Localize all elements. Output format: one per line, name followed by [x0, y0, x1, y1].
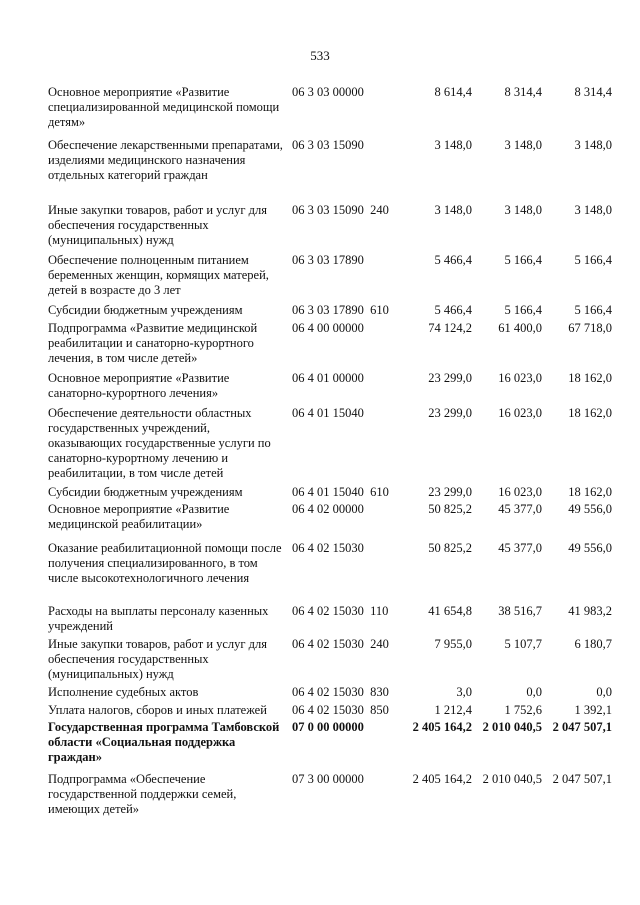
row-value-3: 49 556,0 — [568, 541, 612, 555]
row-code: 06 4 00 00000 — [292, 321, 364, 335]
row-value-1: 3,0 — [456, 685, 472, 699]
row-code: 06 4 02 15030 830 — [292, 685, 389, 699]
row-value-1: 7 955,0 — [434, 637, 472, 651]
row-value-1: 3 148,0 — [434, 203, 472, 217]
row-code: 07 3 00 00000 — [292, 772, 364, 786]
row-value-1: 23 299,0 — [428, 371, 472, 385]
row-value-3: 2 047 507,1 — [552, 772, 612, 786]
row-value-1: 5 466,4 — [434, 253, 472, 267]
row-value-2: 45 377,0 — [498, 502, 542, 516]
row-value-3: 5 166,4 — [574, 303, 612, 317]
row-code: 06 3 03 17890 — [292, 253, 364, 267]
row-value-3: 67 718,0 — [568, 321, 612, 335]
row-value-1: 50 825,2 — [428, 541, 472, 555]
row-name: Основное мероприятие «Развитие специализированной медицинской помощи детям» — [48, 85, 280, 129]
row-value-1: 74 124,2 — [428, 321, 472, 335]
row-value-1: 5 466,4 — [434, 303, 472, 317]
row-name: Основное мероприятие «Развитие медицинской реабилитации» — [48, 502, 230, 531]
row-value-3: 3 148,0 — [574, 203, 612, 217]
row-name: Обеспечение полноценным питанием беременных женщин, кормящих матерей, детей в возрасте до 3 лет — [48, 253, 269, 297]
row-value-3: 5 166,4 — [574, 253, 612, 267]
row-value-2: 5 107,7 — [504, 637, 542, 651]
row-code: 07 0 00 00000 — [292, 720, 364, 734]
row-value-2: 5 166,4 — [504, 303, 542, 317]
row-value-2: 16 023,0 — [498, 406, 542, 420]
row-value-3: 1 392,1 — [574, 703, 612, 717]
row-value-1: 2 405 164,2 — [412, 772, 472, 786]
row-code: 06 4 02 00000 — [292, 502, 364, 516]
row-value-3: 8 314,4 — [574, 85, 612, 99]
row-value-2: 3 148,0 — [504, 203, 542, 217]
row-name: Обеспечение деятельности областных государственных учреждений, оказывающих государственные услуги по санаторно-курортному лечению и реабилитации, в том числе детей — [48, 406, 271, 480]
row-code: 06 3 03 17890 610 — [292, 303, 389, 317]
row-name: Исполнение судебных актов — [48, 685, 199, 699]
row-value-2: 5 166,4 — [504, 253, 542, 267]
row-name: Уплата налогов, сборов и иных платежей — [48, 703, 267, 717]
row-code: 06 3 03 15090 240 — [292, 203, 389, 217]
row-value-2: 45 377,0 — [498, 541, 542, 555]
row-value-1: 41 654,8 — [428, 604, 472, 618]
row-name: Подпрограмма «Развитие медицинской реабилитации и санаторно-курортного лечения, в том числе детей» — [48, 321, 258, 365]
row-value-2: 8 314,4 — [504, 85, 542, 99]
row-value-2: 1 752,6 — [504, 703, 542, 717]
row-name: Подпрограмма «Обеспечение государственной поддержки семей, имеющих детей» — [48, 772, 237, 816]
row-name: Обеспечение лекарственными препаратами, изделиями медицинского назначения отдельных категорий граждан — [48, 138, 283, 182]
row-name: Государственная программа Тамбовской области «Социальная поддержка граждан» — [48, 720, 280, 764]
row-name: Иные закупки товаров, работ и услуг для обеспечения государственных (муниципальных) нужд — [48, 203, 268, 247]
row-code: 06 3 03 00000 — [292, 85, 364, 99]
row-code: 06 4 01 15040 — [292, 406, 364, 420]
row-value-2: 16 023,0 — [498, 485, 542, 499]
budget-table — [0, 80, 640, 880]
row-name: Основное мероприятие «Развитие санаторно-курортного лечения» — [48, 371, 230, 400]
row-value-1: 8 614,4 — [434, 85, 472, 99]
row-value-3: 18 162,0 — [568, 371, 612, 385]
row-value-2: 2 010 040,5 — [482, 720, 542, 734]
row-name: Иные закупки товаров, работ и услуг для обеспечения государственных (муниципальных) нужд — [48, 637, 268, 681]
row-code: 06 4 02 15030 240 — [292, 637, 389, 651]
row-value-3: 0,0 — [596, 685, 612, 699]
row-value-3: 18 162,0 — [568, 406, 612, 420]
row-value-2: 3 148,0 — [504, 138, 542, 152]
row-value-1: 1 212,4 — [434, 703, 472, 717]
row-value-3: 6 180,7 — [574, 637, 612, 651]
row-code: 06 4 02 15030 850 — [292, 703, 389, 717]
row-value-3: 2 047 507,1 — [552, 720, 612, 734]
row-value-3: 3 148,0 — [574, 138, 612, 152]
row-value-3: 49 556,0 — [568, 502, 612, 516]
row-value-2: 16 023,0 — [498, 371, 542, 385]
row-name: Оказание реабилитационной помощи после получения специализированного, в том числе высокотехнологичного лечения — [48, 541, 282, 585]
page-number: 533 — [310, 48, 330, 63]
row-value-1: 50 825,2 — [428, 502, 472, 516]
row-name: Расходы на выплаты персоналу казенных учреждений — [48, 604, 269, 633]
row-value-2: 38 516,7 — [498, 604, 542, 618]
row-code: 06 4 02 15030 — [292, 541, 364, 555]
row-value-1: 2 405 164,2 — [412, 720, 472, 734]
row-code: 06 4 01 15040 610 — [292, 485, 389, 499]
row-value-1: 23 299,0 — [428, 485, 472, 499]
row-code: 06 3 03 15090 — [292, 138, 364, 152]
row-value-1: 3 148,0 — [434, 138, 472, 152]
row-value-3: 18 162,0 — [568, 485, 612, 499]
row-code: 06 4 01 00000 — [292, 371, 364, 385]
row-value-2: 61 400,0 — [498, 321, 542, 335]
row-value-2: 2 010 040,5 — [482, 772, 542, 786]
row-value-3: 41 983,2 — [568, 604, 612, 618]
row-name: Субсидии бюджетным учреждениям — [48, 485, 243, 499]
row-code: 06 4 02 15030 110 — [292, 604, 389, 618]
row-value-2: 0,0 — [526, 685, 542, 699]
row-name: Субсидии бюджетным учреждениям — [48, 303, 243, 317]
row-value-1: 23 299,0 — [428, 406, 472, 420]
